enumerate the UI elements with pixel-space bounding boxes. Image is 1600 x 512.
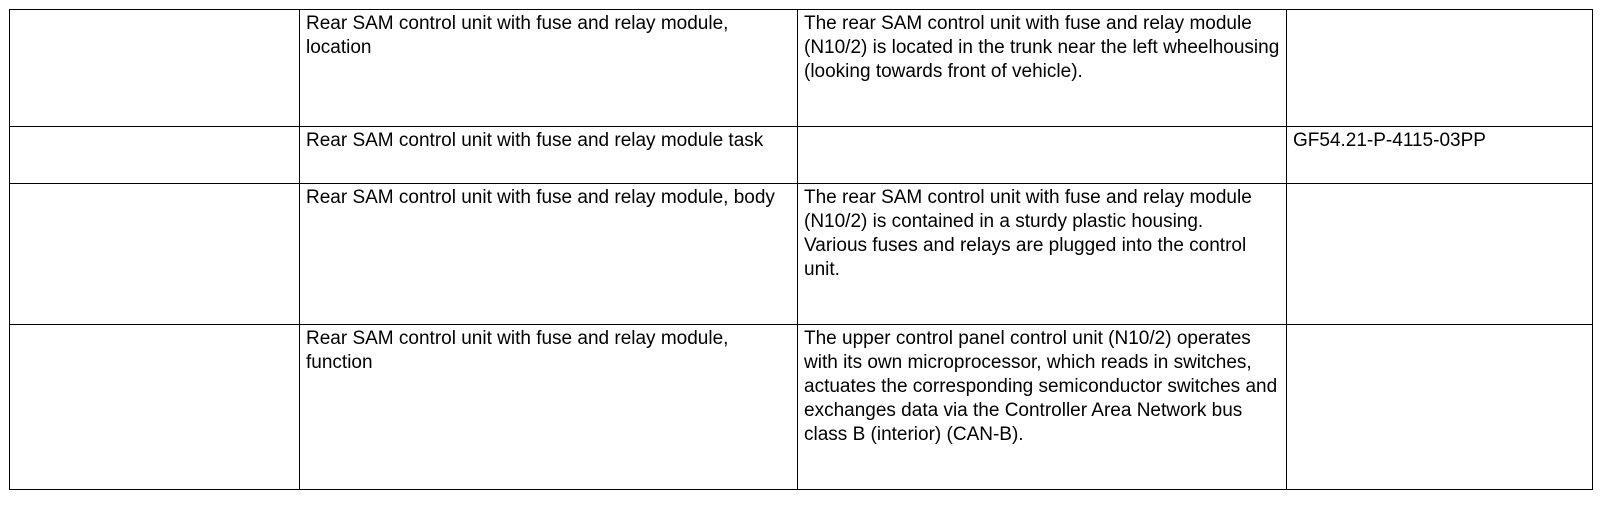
description-paragraph: The rear SAM control unit with fuse and relay module (N10/2) is contained in a sturdy plastic housing. bbox=[804, 187, 1252, 232]
reference-cell bbox=[1287, 184, 1593, 325]
component-table bbox=[9, 9, 1593, 490]
table-row bbox=[10, 325, 1593, 490]
description-cell bbox=[798, 127, 1287, 184]
empty-cell bbox=[10, 325, 300, 490]
description-paragraph: The rear SAM control unit with fuse and relay module (N10/2) is located in the trunk near the left wheelhousing (looking towards front of vehicle). bbox=[804, 13, 1280, 82]
topic-cell: Rear SAM control unit with fuse and relay module task bbox=[300, 127, 798, 184]
description-paragraph: Various fuses and relays are plugged into the control unit. bbox=[804, 235, 1247, 280]
reference-cell bbox=[1287, 10, 1593, 127]
description-cell bbox=[798, 325, 1287, 490]
table-row bbox=[10, 184, 1593, 325]
table-row bbox=[10, 10, 1593, 127]
description-paragraph: The upper control panel control unit (N10/2) operates with its own microprocessor, which reads in switches, actuates the corresponding semiconductor switches and exchanges data via the Controller Area Network bus class B (interior) (CAN-B). bbox=[804, 328, 1278, 445]
topic-cell: Rear SAM control unit with fuse and relay module, body bbox=[300, 184, 798, 325]
empty-cell bbox=[10, 127, 300, 184]
reference-cell: GF54.21-P-4115-03PP bbox=[1287, 127, 1593, 184]
empty-cell bbox=[10, 184, 300, 325]
description-cell bbox=[798, 184, 1287, 325]
description-cell bbox=[798, 10, 1287, 127]
empty-cell bbox=[10, 10, 300, 127]
table-row bbox=[10, 127, 1593, 184]
topic-cell: Rear SAM control unit with fuse and relay module, function bbox=[300, 325, 798, 490]
topic-cell: Rear SAM control unit with fuse and relay module, location bbox=[300, 10, 798, 127]
reference-cell bbox=[1287, 325, 1593, 490]
